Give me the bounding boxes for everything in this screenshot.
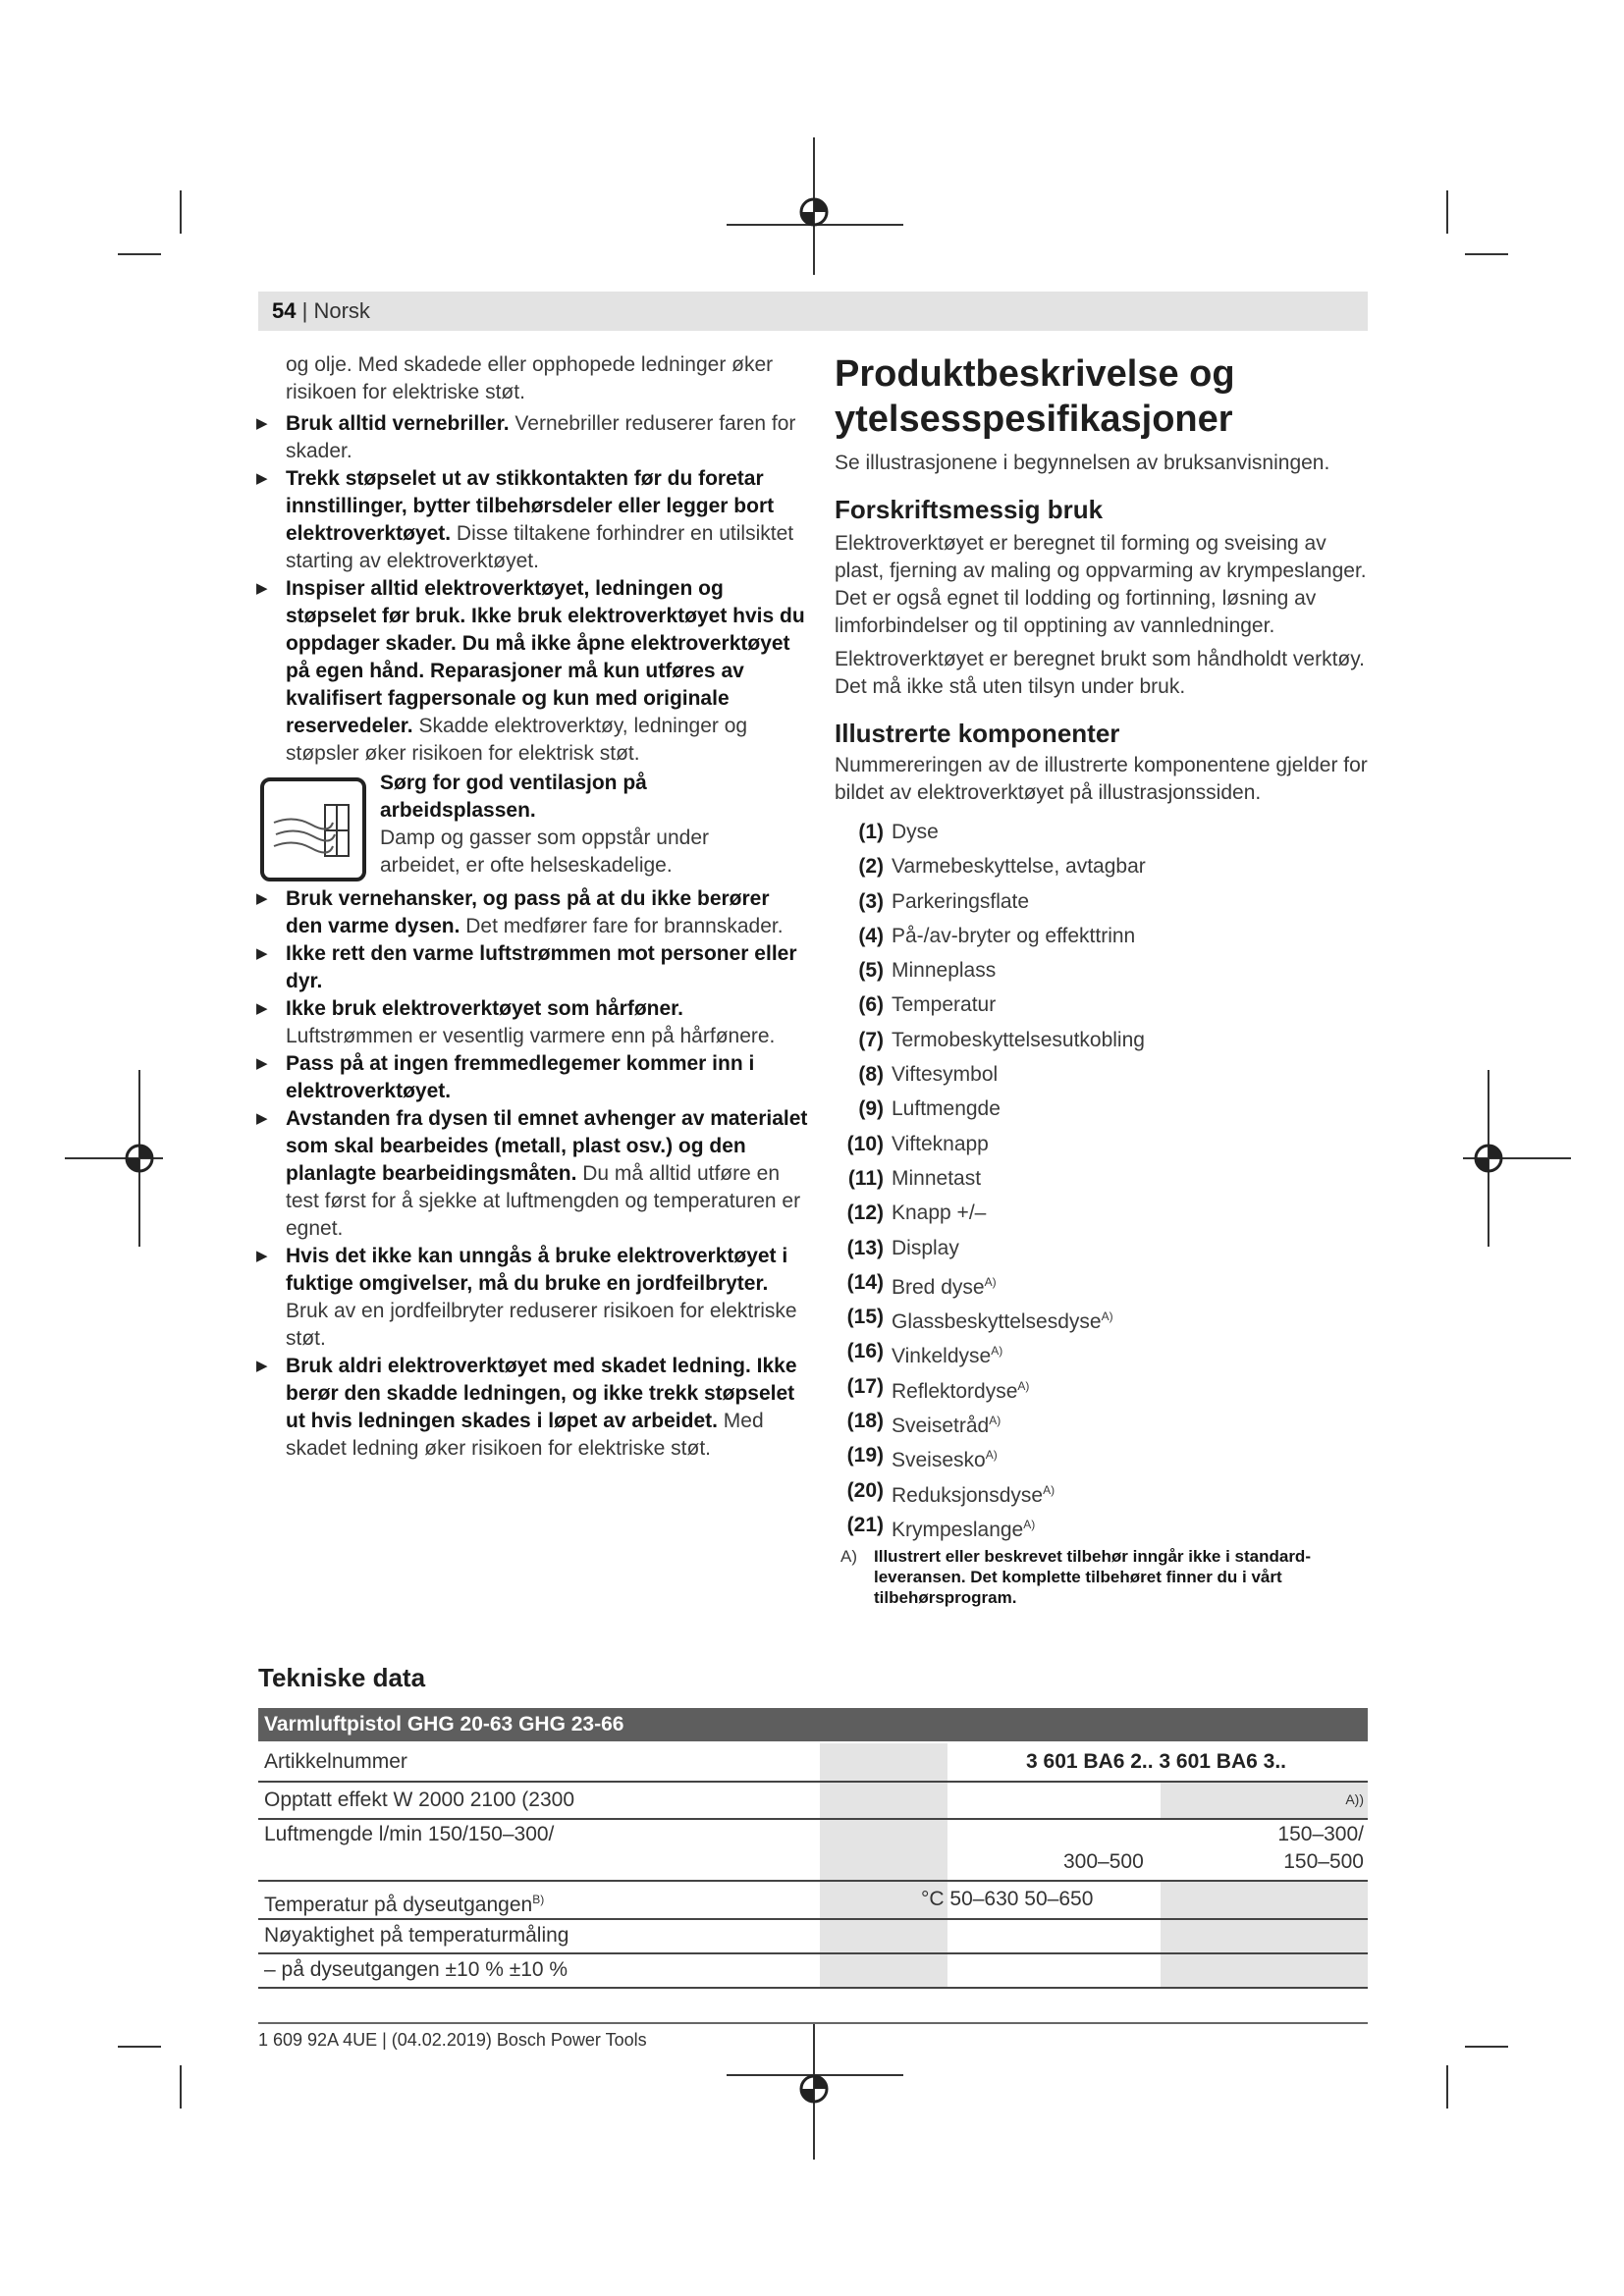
component-label: Vinkeldyse$^{A)}$ — [892, 1344, 1003, 1368]
safety-item: ▶ Trekk støpselet ut av stikkontakten før du foretar innstillinger, bytter tilbehørsdeler eller legger bort elektroverktøyet. Disse tiltakene forhindrer en utilsiktet starting av elektroverktøyet. — [258, 465, 808, 575]
component-item — [835, 1300, 1370, 1334]
component-label: På-/av-bryter og effekttrinn — [892, 924, 1136, 947]
component-label: Temperatur — [892, 993, 997, 1017]
component-label: Vifteknapp — [892, 1132, 989, 1155]
component-number: (2) — [858, 855, 884, 879]
header-language: Norsk — [313, 298, 370, 323]
component-number: (3) — [858, 889, 884, 913]
page-number: 54 — [272, 298, 297, 323]
component-item — [835, 1438, 1370, 1472]
component-item — [835, 849, 1370, 883]
safety-item: ▶ Pass på at ingen fremmedlegemer kommer inn i elektroverktøyet. — [258, 1050, 808, 1105]
components-heading: Illustrerte komponenter — [835, 719, 1120, 748]
safety-list-2 — [258, 885, 808, 1463]
component-item — [835, 1127, 1370, 1161]
intended-use-text-1: Elektroverktøyet er beregnet til forming og sveising av plast, fjerning av maling og oppvarming av krympeslanger. Det er også egnet til lodding og fortinning, løsning av limforbindelser og til opptining av vannledninger. — [835, 532, 1367, 637]
component-label: Termobeskyttelsesutkobling — [892, 1028, 1145, 1051]
footnote — [835, 1546, 1370, 1608]
component-item — [835, 1231, 1370, 1265]
crop-mark — [118, 2046, 161, 2048]
component-number: (6) — [858, 993, 884, 1017]
table-row: Temperatur på dyseutgangen$^{B)}$ °C 50–630 50–650 — [264, 1888, 1094, 1916]
safety-item: ▶ Ikke bruk elektroverktøyet som hårføner. Luftstrømmen er vesentlig varmere enn på hårfønere. — [258, 995, 808, 1050]
ventilation-icon — [260, 777, 366, 881]
component-label: Sveisetråd$^{A)}$ — [892, 1414, 1001, 1438]
table-row: Luftmengde l/min 150/150–300/ 300–500 150–300/ 150–500 — [264, 1823, 1364, 1873]
component-number: (12) — [846, 1201, 884, 1225]
component-item — [835, 1196, 1370, 1230]
crop-mark — [1446, 190, 1448, 234]
component-number: (7) — [858, 1028, 884, 1051]
intended-use-heading: Forskriftsmessig bruk — [835, 495, 1104, 524]
registration-mark-left — [65, 1070, 163, 1247]
left-column — [258, 351, 808, 1463]
component-item — [835, 919, 1370, 953]
safety-item: ▶ Inspiser alltid elektroverktøyet, ledningen og støpselet før bruk. Ikke bruk elektroverktøyet hvis du oppdager skader. Du må ikke åpne elektroverktøyet på egen hånd. Reparasjoner må kun utføres av kvalifisert fagpersonale og kun med originale reservedeler. Skadde elektroverktøy, ledninger og støpsler øker risikoen for elektrisk støt. — [258, 575, 808, 768]
title-note: Se illustrasjonene i begynnelsen av bruksanvisningen. — [835, 452, 1330, 474]
component-label: Viftesymbol — [892, 1063, 999, 1087]
table-row: Opptatt effekt W 2000 2100 (2300 A)) — [264, 1789, 1364, 1811]
table-title: Varmluftpistol GHG 20-63 GHG 23-66 — [258, 1708, 1368, 1741]
component-number: (15) — [846, 1306, 884, 1329]
page-header — [258, 292, 1368, 331]
registration-mark-right — [1463, 1070, 1571, 1247]
safety-item: ▶ Bruk alltid vernebriller. Vernebriller reduserer faren for skader. — [258, 410, 808, 465]
footer-rule — [258, 2022, 1368, 2024]
ventilation-note — [258, 770, 808, 880]
component-label: Luftmengde — [892, 1097, 1001, 1121]
component-item — [835, 988, 1370, 1022]
component-number: (10) — [846, 1132, 884, 1155]
component-label: Minnetast — [892, 1166, 982, 1190]
component-number: (9) — [858, 1097, 884, 1121]
footnote-label: A) — [840, 1547, 857, 1567]
component-label: Bred dyse$^{A)}$ — [892, 1274, 997, 1299]
component-label: Reduksjonsdyse$^{A)}$ — [892, 1482, 1056, 1507]
component-number: (19) — [846, 1444, 884, 1468]
component-item — [835, 884, 1370, 919]
component-number: (4) — [858, 924, 884, 947]
component-number: (11) — [847, 1166, 884, 1190]
crop-mark — [1465, 253, 1508, 255]
component-label: Dyse — [892, 821, 939, 843]
component-item — [835, 1404, 1370, 1438]
component-label: Sveisesko$^{A)}$ — [892, 1448, 998, 1472]
component-item — [835, 1473, 1370, 1508]
right-column — [835, 351, 1370, 1608]
component-label: Varmebeskyttelse, avtagbar — [892, 855, 1146, 879]
component-item — [835, 1508, 1370, 1542]
tech-heading: Tekniske data — [258, 1663, 426, 1692]
crop-mark — [1465, 2046, 1508, 2048]
component-label: Krympeslange$^{A)}$ — [892, 1517, 1036, 1541]
safety-item: ▶ Hvis det ikke kan unngås å bruke elektroverktøyet i fuktige omgivelser, må du bruke en jordfeilbryter. Bruk av en jordfeilbryter reduserer risikoen for elektriske støt. — [258, 1243, 808, 1353]
component-label: Minneplass — [892, 959, 997, 983]
component-label: Reflektordyse$^{A)}$ — [892, 1378, 1030, 1403]
component-number: (14) — [846, 1270, 884, 1294]
component-number: (17) — [846, 1374, 884, 1398]
table-row: – på dyseutgangen ±10 % ±10 % — [264, 1958, 568, 1981]
component-label: Glassbeskyttelsesdyse$^{A)}$ — [892, 1309, 1113, 1334]
component-number: (8) — [858, 1063, 884, 1087]
footnote-text: Illustrert eller beskrevet tilbehør inngår ikke i standard-leveransen. Det komplette tilbehøret finner du i vårt tilbehørsprogram. — [874, 1547, 1311, 1608]
component-number: (20) — [846, 1478, 884, 1502]
table-row: Artikkelnummer 3 601 BA6 2.. 3 601 BA6 3.. — [264, 1750, 1286, 1773]
product-title: Produktbeskrivelse og ytelsesspesifikasjoner — [835, 353, 1235, 440]
ventilation-title: Sørg for god ventilasjon på arbeidsplassen. — [380, 772, 647, 822]
header-separator: | — [301, 298, 308, 323]
components-list — [835, 815, 1370, 1542]
component-label: Parkeringsflate — [892, 889, 1030, 913]
component-item — [835, 1057, 1370, 1092]
safety-list-1 — [258, 410, 808, 768]
safety-item: ▶ Avstanden fra dysen til emnet avhenger av materialet som skal bearbeides (metall, plast osv.) og den planlagte bearbeidingsmåten. Du må alltid utføre en test først for å sjekke at luftmengden og temperaturen er egnet. — [258, 1105, 808, 1243]
component-number: (16) — [846, 1340, 884, 1363]
component-number: (21) — [846, 1513, 884, 1536]
crop-mark — [180, 2065, 182, 2109]
component-label: Display — [892, 1236, 959, 1259]
component-item — [835, 953, 1370, 988]
intro-text: og olje. Med skadede eller opphopede ledninger øker risikoen for elektriske støt. — [286, 353, 774, 403]
crop-mark — [1446, 2065, 1448, 2109]
safety-item: ▶ Bruk vernehansker, og pass på at du ikke berører den varme dysen. Det medfører fare for brannskader. — [258, 885, 808, 940]
footer-text: 1 609 92A 4UE | (04.02.2019) Bosch Power Tools — [258, 2030, 647, 2050]
component-label: Knapp +/– — [892, 1201, 987, 1225]
crop-mark — [118, 253, 161, 255]
intended-use-text-2: Elektroverktøyet er beregnet brukt som håndholdt verktøy. Det må ikke stå uten tilsyn under bruk. — [835, 648, 1366, 698]
safety-item: ▶ Ikke rett den varme luftstrømmen mot personer eller dyr. — [258, 940, 808, 995]
ventilation-text: Damp og gasser som oppstår under arbeidet, er ofte helseskadelige. — [380, 827, 710, 877]
table-row: Nøyaktighet på temperaturmåling — [264, 1924, 569, 1947]
registration-mark-bottom — [727, 2022, 903, 2160]
component-number: (5) — [858, 959, 884, 983]
safety-item: ▶ Bruk aldri elektroverktøyet med skadet ledning. Ikke berør den skadde ledningen, og ikke trekk støpselet ut hvis ledningen skades i løpet av arbeidet. Med skadet ledning øker risikoen for elektriske støt. — [258, 1353, 808, 1463]
component-item — [835, 1334, 1370, 1368]
component-item — [835, 1023, 1370, 1057]
component-item — [835, 1092, 1370, 1126]
component-number: (18) — [846, 1410, 884, 1433]
component-item — [835, 815, 1370, 849]
component-number: (13) — [846, 1236, 884, 1259]
component-item — [835, 1369, 1370, 1404]
component-item — [835, 1265, 1370, 1300]
component-number: (1) — [858, 821, 884, 843]
crop-mark — [180, 190, 182, 234]
component-item — [835, 1161, 1370, 1196]
components-intro: Nummereringen av de illustrerte komponentene gjelder for bildet av elektroverktøyet på illustrasjonssiden. — [835, 754, 1368, 804]
registration-mark-top — [727, 137, 903, 275]
